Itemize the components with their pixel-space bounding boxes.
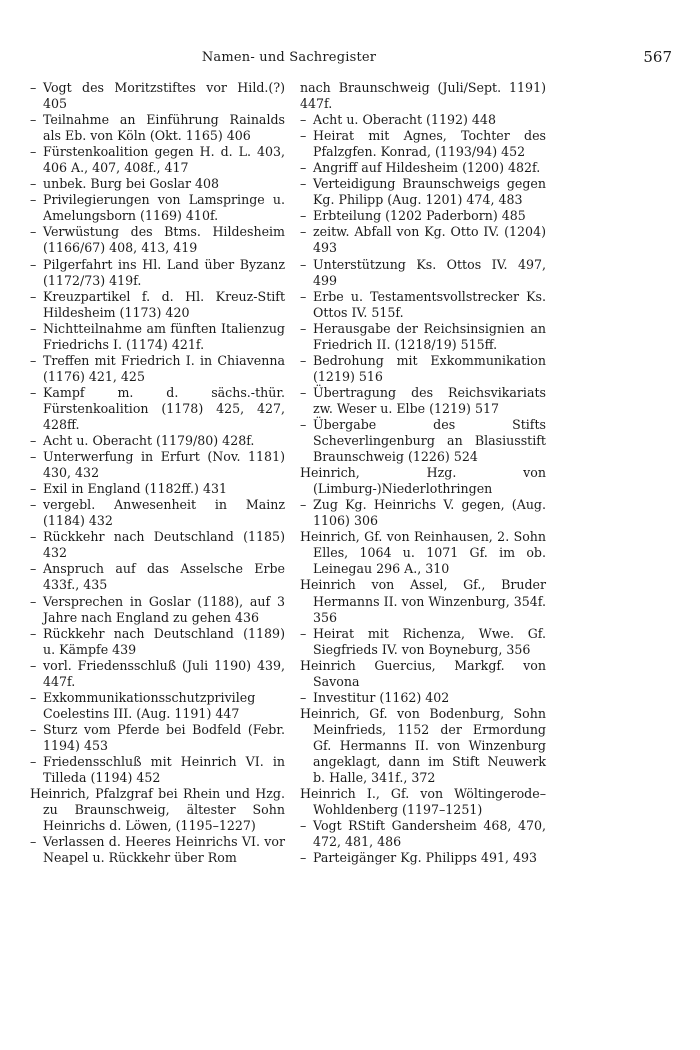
index-entry <box>30 690 285 722</box>
entry-text: Übergabe des Stifts Scheverlingenburg an Blasiusstift Braunschweig (1226) 524 <box>313 416 546 465</box>
index-entry <box>30 144 285 176</box>
entry-text: Heirat mit Richenza, Wwe. Gf. Siegfrieds IV. von Boyneburg, 356 <box>313 625 546 657</box>
index-heading <box>300 706 546 786</box>
entry-text: Verteidigung Braunschweigs gegen Kg. Philipp (Aug. 1201) 474, 483 <box>313 176 546 208</box>
entry-text: Fürstenkoalition gegen H. d. L. 403, 406 A., 407, 408f., 417 <box>43 144 285 176</box>
entry-dash: – <box>300 160 307 176</box>
entry-dash: – <box>300 128 307 144</box>
index-entry <box>30 112 285 144</box>
entry-text: Heinrich, Pfalzgraf bei Rhein und Hzg. zu Braunschweig, ältester Sohn Heinrichs d. Löwen, (1195–1227) <box>30 786 285 834</box>
entry-text: Unterstützung Ks. Ottos IV. 497, 499 <box>313 256 546 288</box>
entry-dash: – <box>30 352 37 368</box>
entry-dash: – <box>300 850 307 866</box>
index-entry <box>30 626 285 658</box>
entry-text: Heinrich, Hzg. von (Limburg-)Niederlothringen <box>300 465 546 497</box>
index-entry <box>30 385 285 433</box>
index-entry <box>300 850 546 866</box>
entry-text: Bedrohung mit Exkommunikation (1219) 516 <box>313 352 546 384</box>
index-entry <box>30 497 285 529</box>
entry-dash: – <box>300 384 307 400</box>
entry-dash: – <box>30 192 37 208</box>
entry-text: Sturz vom Pferde bei Bodfeld (Febr. 1194) 453 <box>43 721 285 753</box>
entry-text: Herausgabe der Reichsinsignien an Friedrich II. (1218/19) 515ff. <box>313 320 546 352</box>
index-heading <box>300 465 546 497</box>
running-title: Namen- und Sachregister <box>201 50 377 65</box>
index-entry <box>30 481 285 497</box>
entry-dash: – <box>300 497 307 513</box>
entry-text: Erbe u. Testamentsvollstrecker Ks. Ottos IV. 515f. <box>313 288 546 320</box>
index-entry <box>30 561 285 593</box>
entry-text: Heinrich, Gf. von Reinhausen, 2. Sohn Elles, 1064 u. 1071 Gf. im ob. Leinegau 296 A., 310 <box>300 529 546 577</box>
entry-dash: – <box>30 144 37 160</box>
index-entry <box>30 192 285 224</box>
index-entry <box>30 594 285 626</box>
index-entry <box>30 176 285 192</box>
entry-text: Heinrich I., Gf. von Wöltingerode–Wohldenberg (1197–1251) <box>300 786 546 818</box>
entry-text: Heinrich, Gf. von Bodenburg, Sohn Meinfrieds, 1152 der Ermordung Gf. Hermanns II. von Winzenburg angeklagt, dann im Stift Neuwerk b. Halle, 341f., 372 <box>300 705 546 786</box>
entry-text: Rückkehr nach Deutschland (1189) u. Kämpfe 439 <box>43 625 285 657</box>
entry-dash: – <box>30 625 37 641</box>
entry-text: Teilnahme an Einführung Rainalds als Eb. von Köln (Okt. 1165) 406 <box>43 112 285 144</box>
entry-dash: – <box>30 481 37 497</box>
index-entry <box>30 257 285 289</box>
entry-dash: – <box>300 625 307 641</box>
entry-text: Rückkehr nach Deutschland (1185) 432 <box>43 529 285 561</box>
entry-text: Parteigänger Kg. Philipps 491, 493 <box>313 850 538 866</box>
entry-dash: – <box>300 689 307 705</box>
index-entry <box>30 321 285 353</box>
entry-text: vergebl. Anwesenheit in Mainz (1184) 432 <box>43 497 285 529</box>
entry-dash: – <box>300 176 307 192</box>
entry-text: Verlassen d. Heeres Heinrichs VI. vor Neapel u. Rückkehr über Rom <box>43 834 285 866</box>
index-heading <box>30 786 285 834</box>
index-entry <box>30 449 285 481</box>
entry-text: Pilgerfahrt ins Hl. Land über Byzanz (1172/73) 419f. <box>43 256 285 288</box>
entry-text: Kreuzpartikel f. d. Hl. Kreuz-Stift Hildesheim (1173) 420 <box>43 288 285 320</box>
index-entry <box>300 497 546 529</box>
index-entry <box>300 160 546 176</box>
entry-dash: – <box>30 657 37 673</box>
index-heading <box>300 529 546 577</box>
entry-text: Kampf m. d. sächs.-thür. Fürstenkoalition (1178) 425, 427, 428ff. <box>43 384 285 432</box>
entry-text: Heinrich Guercius, Markgf. von Savona <box>300 657 546 689</box>
entry-dash: – <box>300 352 307 368</box>
index-entry <box>30 754 285 786</box>
entry-text: Unterwerfung in Erfurt (Nov. 1181) 430, 432 <box>43 449 285 481</box>
index-heading <box>300 658 546 690</box>
entry-text: Acht u. Oberacht (1179/80) 428f. <box>43 433 255 449</box>
index-entry <box>300 353 546 385</box>
index-entry <box>300 818 546 850</box>
index-entry <box>300 176 546 208</box>
entry-dash: – <box>30 384 37 400</box>
entry-dash: – <box>30 433 37 449</box>
entry-text: nach Braunschweig (Juli/Sept. 1191) 447f. <box>300 80 546 112</box>
entry-dash: – <box>30 80 37 95</box>
index-entry <box>30 658 285 690</box>
entry-text: unbek. Burg bei Goslar 408 <box>43 176 220 192</box>
entry-text: Zug Kg. Heinrichs V. gegen, (Aug. 1106) 306 <box>313 497 546 529</box>
index-entry <box>30 224 285 256</box>
entry-dash: – <box>300 112 307 128</box>
index-entry <box>300 208 546 224</box>
entry-dash: – <box>30 721 37 737</box>
entry-text: Exkommunikationsschutzprivileg Coelestins III. (Aug. 1191) 447 <box>43 689 256 721</box>
entry-text: Heirat mit Agnes, Tochter des Pfalzgfen. Konrad, (1193/94) 452 <box>313 128 546 160</box>
entry-dash: – <box>30 256 37 272</box>
entry-dash: – <box>300 224 307 240</box>
entry-dash: – <box>30 834 37 850</box>
index-entry <box>300 385 546 417</box>
index-entry <box>30 834 285 866</box>
entry-dash: – <box>30 529 37 545</box>
entry-text: Versprechen in Goslar (1188), auf 3 Jahre nach England zu gehen 436 <box>43 593 285 625</box>
entry-text: Anspruch auf das Asselsche Erbe 433f., 435 <box>43 561 285 593</box>
index-entry <box>300 128 546 160</box>
entry-dash: – <box>30 320 37 336</box>
entry-text: Acht u. Oberacht (1192) 448 <box>313 112 496 128</box>
index-entry <box>300 289 546 321</box>
entry-text: Treffen mit Friedrich I. in Chiavenna (1176) 421, 425 <box>43 352 285 384</box>
entry-text: Friedensschluß mit Heinrich VI. in Tilleda (1194) 452 <box>43 753 285 786</box>
entry-text: Investitur (1162) 402 <box>313 689 450 705</box>
index-column-left <box>30 80 285 866</box>
index-entry <box>300 690 546 706</box>
entry-dash: – <box>30 176 37 192</box>
entry-dash: – <box>300 256 307 272</box>
entry-text: Angriff auf Hildesheim (1200) 482f. <box>313 160 541 176</box>
entry-dash: – <box>30 753 37 769</box>
entry-text: Vogt RStift Gandersheim 468, 470, 472, 481, 486 <box>313 818 546 850</box>
entry-text: Vogt des Moritzstiftes vor Hild.(?) 405 <box>43 80 285 112</box>
index-heading <box>300 786 546 818</box>
entry-dash: – <box>30 689 37 705</box>
entry-text: vorl. Friedensschluß (Juli 1190) 439, 447f. <box>43 657 285 689</box>
entry-text: Erbteilung (1202 Paderborn) 485 <box>313 208 526 224</box>
entry-dash: – <box>30 561 37 577</box>
entry-text: Verwüstung des Btms. Hildesheim (1166/67) 408, 413, 419 <box>43 224 285 256</box>
entry-dash: – <box>300 818 307 834</box>
index-heading <box>300 577 546 625</box>
entry-text: Heinrich von Assel, Gf., Bruder Hermanns II. von Winzenburg, 354f. 356 <box>300 577 546 625</box>
entry-dash: – <box>30 288 37 304</box>
index-entry <box>300 321 546 353</box>
index-entry <box>300 626 546 658</box>
entry-text: zeitw. Abfall von Kg. Otto IV. (1204) 493 <box>313 224 546 256</box>
entry-dash: – <box>300 416 307 432</box>
entry-dash: – <box>30 224 37 240</box>
index-entry <box>30 353 285 385</box>
entry-dash: – <box>300 320 307 336</box>
entry-dash: – <box>30 497 37 513</box>
index-entry <box>30 529 285 561</box>
page-header <box>30 48 672 70</box>
entry-text: Nichtteilnahme am fünften Italienzug Friedrichs I. (1174) 421f. <box>43 320 285 352</box>
entry-dash: – <box>30 112 37 128</box>
index-entry <box>300 417 546 465</box>
index-entry <box>300 80 546 112</box>
entry-text: Exil in England (1182ff.) 431 <box>43 481 227 497</box>
index-entry <box>30 80 285 112</box>
entry-dash: – <box>30 449 37 465</box>
index-entry <box>300 257 546 289</box>
entry-dash: – <box>300 208 307 224</box>
index-entry <box>30 433 285 449</box>
entry-dash: – <box>300 288 307 304</box>
index-column-right <box>300 80 546 866</box>
entry-text: Privilegierungen von Lamspringe u. Amelungsborn (1169) 410f. <box>43 192 285 224</box>
index-entry <box>30 722 285 754</box>
entry-dash: – <box>30 593 37 609</box>
index-entry <box>300 224 546 256</box>
index-entry <box>30 289 285 321</box>
entry-text: Übertragung des Reichsvikariats zw. Weser u. Elbe (1219) 517 <box>313 384 546 416</box>
index-entry <box>300 112 546 128</box>
page-number: 567 <box>643 48 672 66</box>
